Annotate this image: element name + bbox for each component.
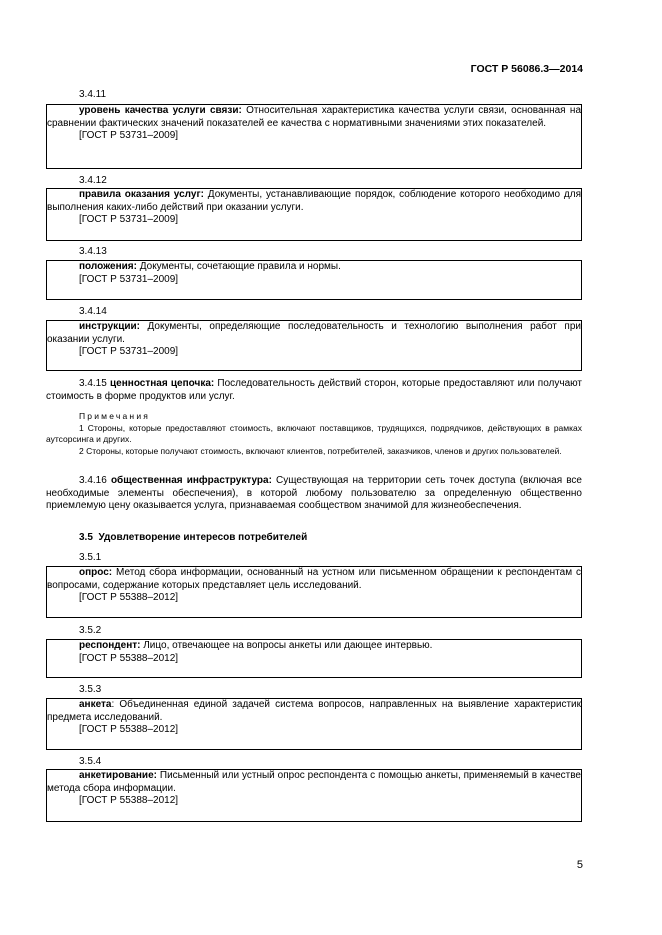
definition: Последовательность действий сторон, которые предоставляют или получают стоимость в форме продуктов или услуг. (46, 378, 583, 402)
definition: Относительная характеристика качества услуги связи, основанная на сравнении фактических значений показателей ее качества с нормативными значениями этих показателей. (47, 105, 581, 129)
term-definition (47, 770, 581, 795)
term-definition (47, 567, 581, 592)
source-reference: [ГОСТ Р 53731–2009] (79, 214, 179, 226)
entry-number: 3.5.4 (79, 756, 102, 767)
definition: : Объединенная единой задачей система вопросов, направленных на выявление характеристик предмета исследований. (47, 699, 581, 723)
term: уровень качества услуги связи: (79, 105, 242, 116)
section-heading (79, 532, 307, 543)
term: ценностная цепочка: (110, 378, 215, 389)
term: респондент: (79, 640, 141, 651)
entry-number: 3.5.1 (79, 552, 102, 563)
source-reference: [ГОСТ Р 55388–2012] (79, 724, 179, 736)
term-definition (47, 105, 581, 130)
section-number: 3.5 (79, 532, 93, 543)
term-definition (47, 640, 581, 653)
source-reference: [ГОСТ Р 55388–2012] (79, 592, 179, 604)
term: правила оказания услуг: (79, 189, 204, 200)
term-box (46, 698, 582, 750)
term-definition (47, 321, 581, 346)
definition: Письменный или устный опрос респондента с помощью анкеты, применяемый в качестве метода сбора информации. (47, 770, 581, 794)
term-box (46, 188, 582, 241)
source-reference: [ГОСТ Р 53731–2009] (79, 346, 179, 358)
term-box (46, 639, 582, 678)
term-definition (47, 261, 581, 274)
entry-number: 3.5.2 (79, 625, 102, 636)
entry-number: 3.4.15 (79, 378, 107, 389)
term: анкетирование: (79, 770, 157, 781)
source-reference: [ГОСТ Р 55388–2012] (79, 795, 179, 807)
term: инструкции: (79, 321, 140, 332)
entry-number: 3.4.14 (79, 306, 107, 317)
definition: Лицо, отвечающее на вопросы анкеты или дающее интервью. (140, 640, 433, 651)
term-box (46, 260, 582, 300)
entry-number: 3.4.12 (79, 175, 107, 186)
term-box (46, 320, 582, 371)
entry-number: 3.4.13 (79, 246, 107, 257)
source-reference: [ГОСТ Р 53731–2009] (79, 273, 179, 285)
term: положения: (79, 261, 137, 272)
term-box (46, 769, 582, 822)
definition: Документы, устанавливающие порядок, соблюдение которого необходимо для выполнения каких-либо действий при оказании услуги. (47, 189, 581, 213)
section-title: Удовлетворение интересов потребителей (98, 532, 308, 543)
page-number: 5 (576, 859, 583, 871)
entry-number: 3.4.16 (79, 475, 107, 486)
term-definition (47, 189, 581, 214)
definition: Существующая на территории сеть точек доступа (включая все необходимые элементы обеспечения), в которой любому пользователю за определенную общественно приемлемую цену оказывается услуга, признаваемая сообществом значимой для жизнеобеспечения. (46, 475, 582, 512)
term: опрос: (79, 567, 113, 578)
term-box (46, 566, 582, 618)
definition: Документы, определяющие последовательность и технологию выполнения работ при оказании услуги. (47, 321, 581, 345)
term: анкета (79, 699, 112, 710)
notes-heading: Примечания (79, 411, 151, 421)
note-2: 2 Стороны, которые получают стоимость, включают клиентов, потребителей, заказчиков, членов и других пользователей. (79, 446, 562, 456)
source-reference: [ГОСТ Р 53731–2009] (79, 130, 179, 142)
entry-number: 3.5.3 (79, 684, 102, 695)
source-reference: [ГОСТ Р 55388–2012] (79, 652, 179, 664)
paragraph-3-4-16 (46, 475, 582, 513)
term: общественная инфраструктура: (110, 475, 272, 486)
paragraph-3-4-15 (46, 378, 582, 403)
entry-number: 3.4.11 (79, 89, 107, 100)
term-box (46, 104, 582, 169)
term-definition (47, 699, 581, 724)
document-id-header: ГОСТ Р 56086.3—2014 (470, 63, 583, 75)
definition: Метод сбора информации, основанный на устном или письменном обращении к респондентам с вопросами, содержание которых представляет цель исследований. (47, 567, 581, 591)
note-1: 1 Стороны, которые предоставляют стоимость, включают поставщиков, трудящихся, подрядчиков, действующих в рамках аутсорсинга и других. (46, 423, 582, 444)
definition: Документы, сочетающие правила и нормы. (136, 261, 341, 272)
